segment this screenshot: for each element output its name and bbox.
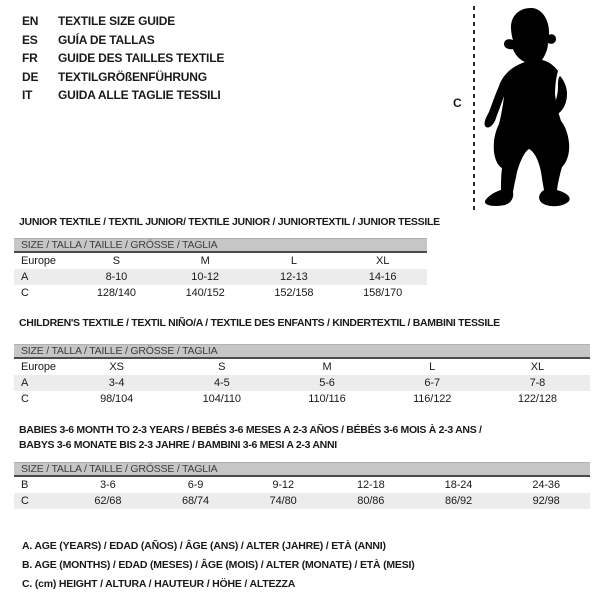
table-rows <box>14 359 590 407</box>
legend <box>22 536 415 593</box>
table-cell: L <box>290 255 297 267</box>
table-cell: 158/170 <box>363 287 403 299</box>
table-cell: 122/128 <box>517 393 557 405</box>
children-size-table <box>14 344 590 407</box>
table-cell: 12-18 <box>357 479 385 491</box>
table-cell: 104/110 <box>202 393 241 405</box>
height-dimension-label: C <box>453 96 462 110</box>
size-header-bar: SIZE / TALLA / TAILLE / GRÖSSE / TAGLIA <box>14 238 427 253</box>
table-cell: 5-6 <box>319 377 335 389</box>
section-title-babies-line1: BABIES 3-6 MONTH TO 2-3 YEARS / BEBÉS 3-6 MESES A 2-3 AÑOS / BÉBÉS 3-6 MOIS À 2-3 ANS / <box>19 424 482 436</box>
table-cell: XL <box>375 255 390 267</box>
row-label: A <box>21 377 29 389</box>
legend-line-c: C. (cm) HEIGHT / ALTURA / HAUTEUR / HÖHE / ALTEZZA <box>22 577 296 590</box>
size-header-bar: SIZE / TALLA / TAILLE / GRÖSSE / TAGLIA <box>14 462 590 477</box>
table-cell: 3-6 <box>100 479 116 491</box>
table-cell: 62/68 <box>94 495 122 507</box>
table-cell: 7-8 <box>529 377 546 389</box>
table-cell: 6-9 <box>187 479 204 491</box>
language-title: TEXTILE SIZE GUIDE <box>58 14 176 29</box>
language-code: EN <box>22 14 39 29</box>
table-row <box>14 391 590 407</box>
table-cell: L <box>429 361 436 373</box>
legend-line-b: B. AGE (MONTHS) / EDAD (MESES) / ÂGE (MOIS) / ALTER (MONATE) / ETÀ (MESI) <box>22 558 415 571</box>
table-cell: 140/152 <box>185 287 225 299</box>
table-cell: 74/80 <box>269 495 297 507</box>
table-rows <box>14 477 590 509</box>
table-cell: 9-12 <box>272 479 294 491</box>
table-cell: 8-10 <box>105 271 128 283</box>
language-title: TEXTILGRÖßENFÜHRUNG <box>58 69 207 84</box>
table-cell: 6-7 <box>424 377 440 389</box>
table-cell: S <box>218 361 226 373</box>
size-header-bar: SIZE / TALLA / TAILLE / GRÖSSE / TAGLIA <box>14 344 590 359</box>
junior-size-table <box>14 238 427 301</box>
row-label: Europe <box>21 255 56 267</box>
language-code: ES <box>22 32 38 47</box>
table-cell: 128/140 <box>96 287 136 299</box>
row-label: A <box>21 271 29 283</box>
table-cell: 4-5 <box>213 377 230 389</box>
table-cell: 98/104 <box>100 393 134 405</box>
section-title-children: CHILDREN'S TEXTILE / TEXTIL NIÑO/A / TEXTILE DES ENFANTS / KINDERTEXTIL / BAMBINI TESSILE <box>19 317 500 329</box>
table-cell: 10-12 <box>191 271 219 283</box>
table-cell: 92/98 <box>532 495 560 507</box>
row-label: C <box>21 495 29 507</box>
language-title: GUIDA ALLE TAGLIE TESSILI <box>58 88 221 103</box>
row-label: B <box>21 479 29 491</box>
language-row <box>22 12 224 31</box>
language-row <box>22 49 224 68</box>
table-cell: 24-36 <box>532 479 560 491</box>
table-cell: M <box>200 255 210 267</box>
table-cell: XL <box>530 361 545 373</box>
table-cell: S <box>112 255 120 267</box>
babies-size-table <box>14 462 590 509</box>
table-row <box>14 493 590 509</box>
legend-line-a: A. AGE (YEARS) / EDAD (AÑOS) / ÂGE (ANS) / ALTER (JAHRE) / ETÀ (ANNI) <box>22 539 386 552</box>
table-row <box>14 269 427 285</box>
table-cell: 152/158 <box>274 287 314 299</box>
table-row <box>14 253 427 269</box>
table-row <box>14 285 427 301</box>
section-title-junior: JUNIOR TEXTILE / TEXTIL JUNIOR/ TEXTILE JUNIOR / JUNIORTEXTIL / JUNIOR TESSILE <box>19 216 440 228</box>
language-code: FR <box>22 51 38 66</box>
table-cell: 14-16 <box>368 271 397 283</box>
language-code: DE <box>22 69 39 84</box>
height-figure <box>440 0 600 215</box>
row-label: Europe <box>21 361 56 373</box>
table-row <box>14 477 590 493</box>
table-cell: 116/122 <box>413 393 452 405</box>
table-cell: 80/86 <box>357 495 385 507</box>
language-title: GUÍA DE TALLAS <box>58 32 155 47</box>
language-list <box>22 12 224 105</box>
table-cell: M <box>322 361 332 373</box>
language-row <box>22 86 224 105</box>
row-label: C <box>21 393 29 405</box>
row-label: C <box>21 287 29 299</box>
table-cell: 12-13 <box>280 271 308 283</box>
language-title: GUIDE DES TAILLES TEXTILE <box>58 51 225 66</box>
language-row <box>22 68 224 87</box>
toddler-silhouette-icon <box>440 0 600 215</box>
table-cell: 18-24 <box>444 479 473 491</box>
table-cell: 86/92 <box>444 495 472 507</box>
section-title-babies-line2: BABYS 3-6 MONATE BIS 2-3 JAHRE / BAMBINI 3-6 MESI A 2-3 ANNI <box>19 439 337 451</box>
language-row <box>22 31 224 50</box>
table-rows <box>14 253 427 301</box>
table-cell: 3-4 <box>108 377 125 389</box>
table-cell: 110/116 <box>308 393 346 405</box>
table-cell: 68/74 <box>181 495 209 507</box>
table-cell: XS <box>109 361 124 373</box>
language-code: IT <box>22 88 33 103</box>
table-row <box>14 359 590 375</box>
table-row <box>14 375 590 391</box>
